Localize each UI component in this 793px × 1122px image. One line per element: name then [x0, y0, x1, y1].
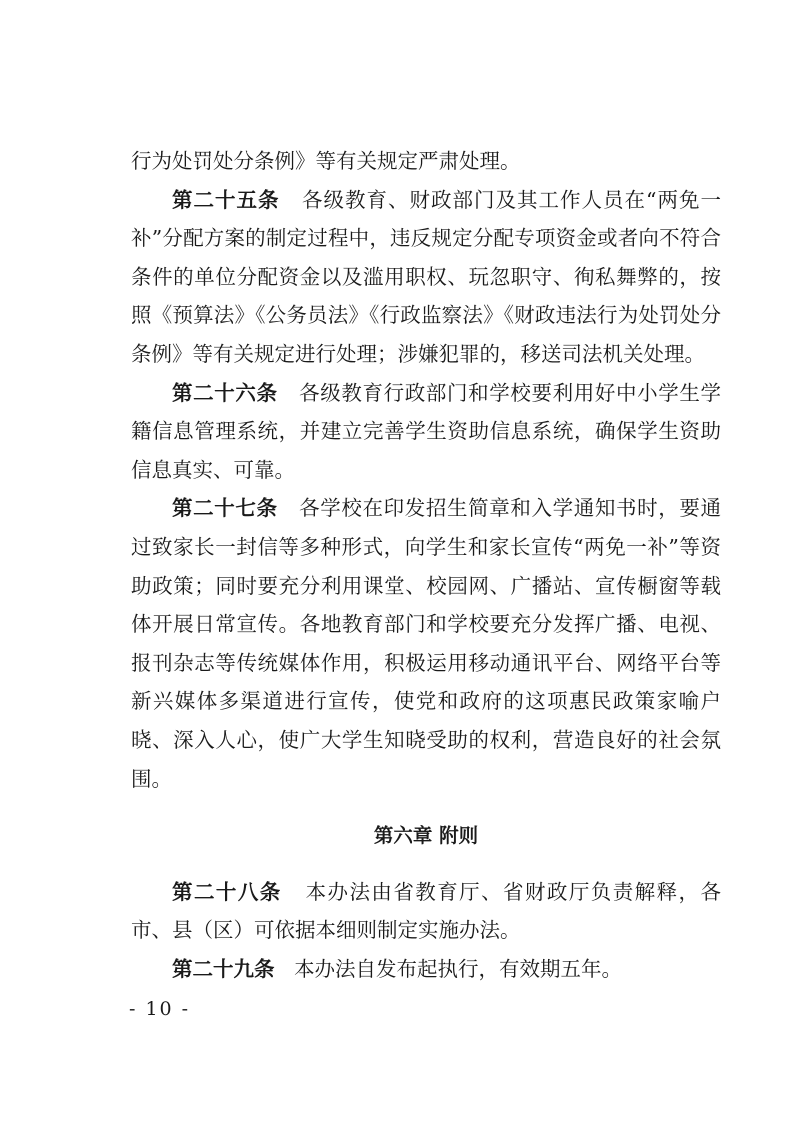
article-number: 第二十五条 — [172, 187, 280, 212]
chapter-title: 第六章 附则 — [373, 824, 479, 848]
article-number: 第二十九条 — [172, 956, 275, 981]
article-25 — [131, 181, 721, 374]
article-29 — [131, 950, 721, 989]
article-number: 第二十八条 — [172, 879, 282, 904]
article-number: 第二十六条 — [172, 380, 278, 405]
article-text: 本办法由省教育厅、省财政厅负责解释，各市、县（区）可依据本细则制定实施办法。 — [131, 879, 721, 943]
article-27 — [131, 489, 721, 798]
article-text: 本办法自发布起执行，有效期五年。 — [294, 956, 623, 981]
article-text: 各级教育、财政部门及其工作人员在“两免一补”分配方案的制定过程中，违反规定分配专项资金或者向不符合条件的单位分配资金以及滥用职权、玩忽职守、徇私舞弊的，按照《预算法》《公务员法》《行政监察法》《财政违法行为处罚处分条例》等有关规定进行处理；涉嫌犯罪的，移送司法机关处理。 — [131, 187, 721, 366]
article-28 — [131, 873, 721, 950]
body-text — [131, 142, 721, 988]
page-number: - 10 - — [129, 998, 191, 1020]
article-text: 各学校在印发招生简章和入学通知书时，要通过致家长一封信等多种形式，向学生和家长宣传“两免一补”等资助政策；同时要充分利用课堂、校园网、广播站、宣传橱窗等载体开展日常宣传。各地教育部门和学校要充分发挥广播、电视、报刊杂志等传统媒体作用，积极运用移动通讯平台、网络平台等新兴媒体多渠道进行宣传，使党和政府的这项惠民政策家喻户晓、深入人心，使广大学生知晓受助的权利，营造良好的社会氛围。 — [131, 496, 721, 791]
intro-continuation: 行为处罚处分条例》等有关规定严肃处理。 — [131, 149, 521, 173]
article-26 — [131, 374, 721, 490]
article-text: 各级教育行政部门和学校要利用好中小学生学籍信息管理系统，并建立完善学生资助信息系统，确保学生资助信息真实、可靠。 — [131, 380, 721, 482]
article-number: 第二十七条 — [172, 496, 278, 521]
